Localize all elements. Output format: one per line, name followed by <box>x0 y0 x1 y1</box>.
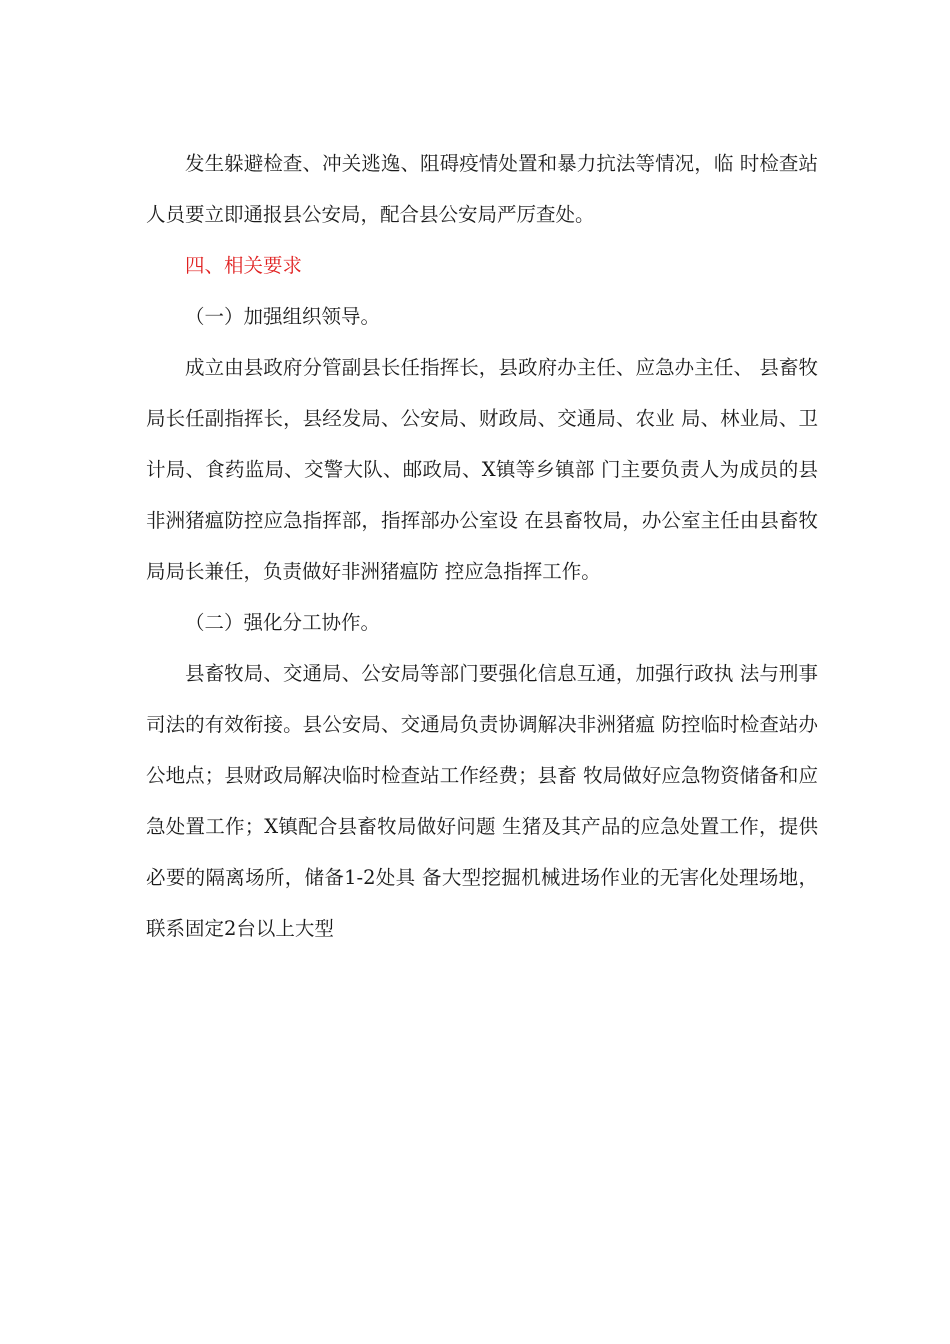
paragraph-department-duties: 县畜牧局、交通局、公安局等部门要强化信息互通，加强行政执 法与刑事司法的有效衔接。县公安局、交通局负责协调解决非洲猪瘟 防控临时检查站办公地点；县财政局解决临时检查站工作经费；县畜 牧局做好应急物资储备和应急处置工作；X镇配合县畜牧局做好问题 生猪及其产品的应急处置工作，提供必要的隔离场所，储备1-2处具 备大型挖掘机械进场作业的无害化处理场地，联系固定2台以上大型 <box>146 662 818 940</box>
section-heading-requirements: 四、相关要求 <box>185 254 303 277</box>
subheading-division-cooperation: （二）强化分工协作。 <box>185 611 381 634</box>
paragraph-inspection-incidents: 发生躲避检查、冲关逃逸、阻碍疫情处置和暴力抗法等情况，临 时检查站人员要立即通报县公安局，配合县公安局严厉查处。 <box>146 152 818 226</box>
subheading-organization-leadership: （一）加强组织领导。 <box>185 305 381 328</box>
document-body <box>146 138 818 954</box>
paragraph-command-structure: 成立由县政府分管副县长任指挥长，县政府办主任、应急办主任、 县畜牧局长任副指挥长，县经发局、公安局、财政局、交通局、农业 局、林业局、卫计局、食药监局、交警大队、邮政局、X镇等乡镇部 门主要负责人为成员的县非洲猪瘟防控应急指挥部，指挥部办公室设 在县畜牧局，办公室主任由县畜牧局局长兼任，负责做好非洲猪瘟防 控应急指挥工作。 <box>146 356 818 583</box>
